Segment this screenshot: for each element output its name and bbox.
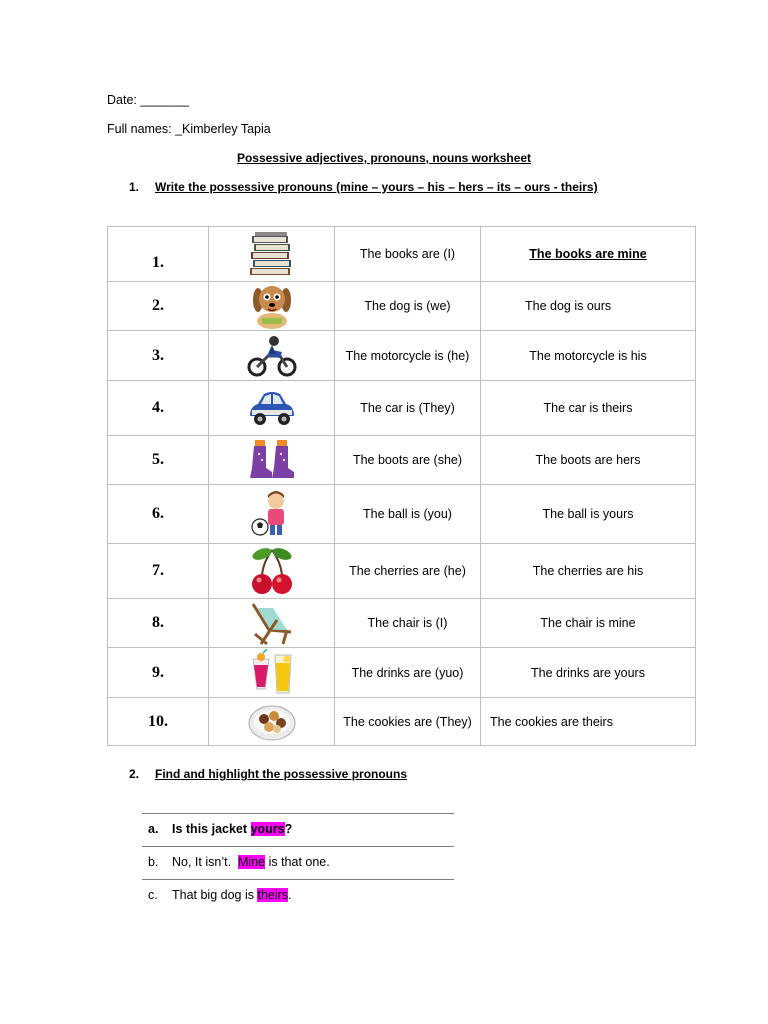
answer-cell: The boots are hers [481,436,696,485]
possessive-pronouns-table [107,226,696,746]
exercise-1-instruction: Write the possessive pronouns (mine – yours – his – hers – its – ours - theirs) [155,180,598,194]
table-row [108,331,696,381]
answer-cell: The chair is mine [481,599,696,648]
prompt-cell: The drinks are (yuo) [335,648,481,698]
sentence-text-after: is that one. [265,855,330,869]
prompt-cell: The car is (They) [335,381,481,436]
prompt-cell: The boots are (she) [335,436,481,485]
table-row [108,381,696,436]
sentence-letter: a. [148,822,159,836]
books-icon [247,230,297,278]
car-icon [246,386,298,430]
table-row [108,227,696,282]
sentence-c [148,888,292,902]
exercise-1-number: 1. [129,180,140,194]
highlighted-pronoun: yours [250,822,285,836]
row-number: 8. [108,599,209,648]
answer-cell: The motorcycle is his [481,331,696,381]
answer-cell: The cherries are his [481,544,696,599]
sentence-text-after: ? [284,822,293,836]
sentence-letter: b. [148,855,159,869]
answer-cell: The books are mine [481,227,696,282]
row-number: 4. [108,381,209,436]
row-number: 1. [108,227,209,282]
row-number: 3. [108,331,209,381]
date-line: Date: _______ [107,93,190,107]
sentence-a [148,822,292,836]
divider [142,879,454,880]
sentence-letter: c. [148,888,158,902]
full-names-line: Full names: _Kimberley Tapia [107,122,271,136]
answer-cell: The dog is ours [481,282,696,331]
sentence-b [148,855,330,869]
dog-icon [250,282,294,330]
highlighted-pronoun: theirs [257,888,289,902]
row-number: 2. [108,282,209,331]
answer-cell: The car is theirs [481,381,696,436]
row-number: 10. [108,698,209,746]
row-number: 9. [108,648,209,698]
prompt-cell: The books are (I) [335,227,481,282]
chair-icon [247,600,297,646]
cherries-icon [248,546,296,596]
table-row [108,648,696,698]
exercise-2-instruction: Find and highlight the possessive pronouns [155,767,408,781]
row-number: 6. [108,485,209,544]
answer-cell: The cookies are theirs [481,698,696,746]
divider [142,813,454,814]
table-row [108,282,696,331]
table-row [108,436,696,485]
prompt-cell: The cookies are (They) [335,698,481,746]
sentence-text-before: Is this jacket [172,822,251,836]
prompt-cell: The chair is (I) [335,599,481,648]
exercise-1-heading [129,180,598,194]
answer-cell: The ball is yours [481,485,696,544]
ball-icon [248,489,296,539]
prompt-cell: The dog is (we) [335,282,481,331]
highlighted-pronoun: Mine [238,855,266,869]
row-number: 7. [108,544,209,599]
answer-cell: The drinks are yours [481,648,696,698]
exercise-2-heading [129,767,407,781]
sentence-text-before: No, It isn’t. [172,855,238,869]
prompt-cell: The ball is (you) [335,485,481,544]
table-row [108,599,696,648]
prompt-cell: The motorcycle is (he) [335,331,481,381]
boots-icon [246,438,298,482]
sentence-text-before: That big dog is [172,888,258,902]
prompt-cell: The cherries are (he) [335,544,481,599]
worksheet-title: Possessive adjectives, pronouns, nouns worksheet [236,151,532,165]
drinks-icon [247,649,297,697]
divider [142,846,454,847]
table-row [108,698,696,746]
motorcycle-icon [246,334,298,378]
row-number: 5. [108,436,209,485]
table-row [108,544,696,599]
cookies-icon [247,701,297,743]
table-row [108,485,696,544]
exercise-2-number: 2. [129,767,140,781]
sentence-text-after: . [288,888,292,902]
